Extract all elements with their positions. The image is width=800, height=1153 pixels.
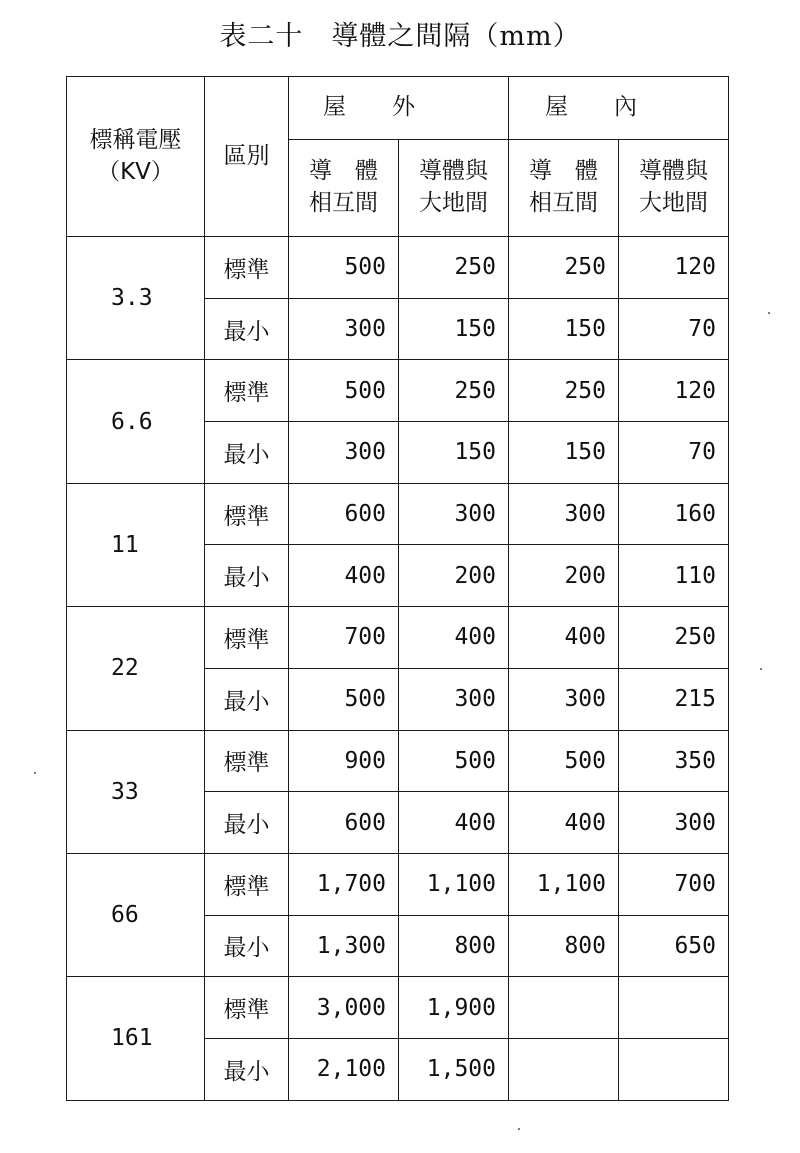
table-row (67, 853, 729, 915)
value-cell: 500 (289, 668, 399, 730)
voltage-cell: 22 (67, 607, 205, 730)
value-cell: 150 (509, 298, 619, 360)
value-cell: 250 (509, 237, 619, 299)
value-cell: 120 (619, 237, 729, 299)
value-cell: 400 (399, 607, 509, 669)
header-outdoor-label: 屋 外 (323, 94, 415, 121)
value-cell: 300 (289, 298, 399, 360)
voltage-cell: 66 (67, 853, 205, 976)
value-cell: 800 (399, 915, 509, 977)
header-outdoor-between (289, 140, 399, 237)
table-row (67, 483, 729, 545)
value-cell: 300 (509, 483, 619, 545)
value-cell: 120 (619, 360, 729, 422)
value-cell: 400 (289, 545, 399, 607)
header-outdoor-ground-line1: 導體與 (419, 158, 488, 185)
value-cell: 600 (289, 792, 399, 854)
category-cell: 標準 (205, 360, 289, 422)
header-indoor-between-line1: 導 體 (529, 158, 598, 185)
value-cell: 1,100 (399, 853, 509, 915)
value-cell: 900 (289, 730, 399, 792)
value-cell: 110 (619, 545, 729, 607)
value-cell: 300 (399, 668, 509, 730)
value-cell: 800 (509, 915, 619, 977)
category-cell: 最小 (205, 915, 289, 977)
table-title: 表二十 導體之間隔（mm） (219, 21, 581, 52)
value-cell (619, 977, 729, 1039)
value-cell: 160 (619, 483, 729, 545)
category-cell: 最小 (205, 792, 289, 854)
voltage-cell: 161 (67, 977, 205, 1100)
value-cell: 250 (509, 360, 619, 422)
value-cell: 400 (509, 792, 619, 854)
value-cell: 200 (399, 545, 509, 607)
header-outdoor (289, 77, 509, 140)
value-cell: 1,700 (289, 853, 399, 915)
value-cell: 500 (399, 730, 509, 792)
header-outdoor-ground-line2: 大地間 (419, 190, 488, 216)
value-cell: 3,000 (289, 977, 399, 1039)
table-row (67, 607, 729, 669)
voltage-cell: 6.6 (67, 360, 205, 483)
value-cell: 215 (619, 668, 729, 730)
category-cell: 最小 (205, 668, 289, 730)
value-cell: 700 (619, 853, 729, 915)
value-cell: 1,300 (289, 915, 399, 977)
value-cell (509, 977, 619, 1039)
header-indoor-between-line2: 相互間 (529, 190, 598, 216)
category-cell: 標準 (205, 483, 289, 545)
value-cell: 400 (399, 792, 509, 854)
value-cell: 500 (289, 237, 399, 299)
value-cell (509, 1038, 619, 1100)
conductor-spacing-table (66, 76, 729, 1101)
value-cell: 650 (619, 915, 729, 977)
value-cell (619, 1038, 729, 1100)
value-cell: 250 (399, 360, 509, 422)
header-indoor-label: 屋 內 (545, 94, 637, 121)
table-row (67, 360, 729, 422)
scan-speck (34, 772, 36, 774)
category-cell: 標準 (205, 977, 289, 1039)
table-row (67, 237, 729, 299)
voltage-cell: 3.3 (67, 237, 205, 360)
header-category: 區別 (205, 77, 289, 237)
value-cell: 1,500 (399, 1038, 509, 1100)
value-cell: 500 (509, 730, 619, 792)
header-voltage (67, 77, 205, 237)
header-indoor-between (509, 140, 619, 237)
header-voltage-line1: 標稱電壓 (89, 127, 182, 154)
category-cell: 最小 (205, 298, 289, 360)
value-cell: 300 (509, 668, 619, 730)
value-cell: 250 (619, 607, 729, 669)
value-cell: 150 (509, 422, 619, 484)
value-cell: 600 (289, 483, 399, 545)
voltage-cell: 33 (67, 730, 205, 853)
value-cell: 70 (619, 422, 729, 484)
category-cell: 最小 (205, 545, 289, 607)
value-cell: 400 (509, 607, 619, 669)
voltage-cell: 11 (67, 483, 205, 606)
table-row (67, 730, 729, 792)
value-cell: 700 (289, 607, 399, 669)
value-cell: 2,100 (289, 1038, 399, 1100)
header-indoor (509, 77, 729, 140)
header-indoor-ground (619, 140, 729, 237)
header-outdoor-between-line2: 相互間 (309, 190, 378, 216)
value-cell: 500 (289, 360, 399, 422)
value-cell: 1,900 (399, 977, 509, 1039)
value-cell: 150 (399, 298, 509, 360)
category-cell: 標準 (205, 853, 289, 915)
header-outdoor-ground (399, 140, 509, 237)
value-cell: 200 (509, 545, 619, 607)
category-cell: 標準 (205, 607, 289, 669)
header-indoor-ground-line2: 大地間 (639, 190, 708, 216)
category-cell: 標準 (205, 730, 289, 792)
value-cell: 70 (619, 298, 729, 360)
scan-speck (768, 312, 770, 314)
table-row (67, 977, 729, 1039)
category-cell: 最小 (205, 1038, 289, 1100)
header-indoor-ground-line1: 導體與 (639, 158, 708, 185)
category-cell: 最小 (205, 422, 289, 484)
value-cell: 300 (619, 792, 729, 854)
category-cell: 標準 (205, 237, 289, 299)
value-cell: 300 (399, 483, 509, 545)
value-cell: 350 (619, 730, 729, 792)
header-outdoor-between-line1: 導 體 (309, 158, 378, 185)
value-cell: 150 (399, 422, 509, 484)
value-cell: 250 (399, 237, 509, 299)
scan-speck (518, 1128, 520, 1130)
scan-speck (760, 668, 762, 670)
header-voltage-line2: （KV） (97, 158, 174, 185)
value-cell: 300 (289, 422, 399, 484)
value-cell: 1,100 (509, 853, 619, 915)
